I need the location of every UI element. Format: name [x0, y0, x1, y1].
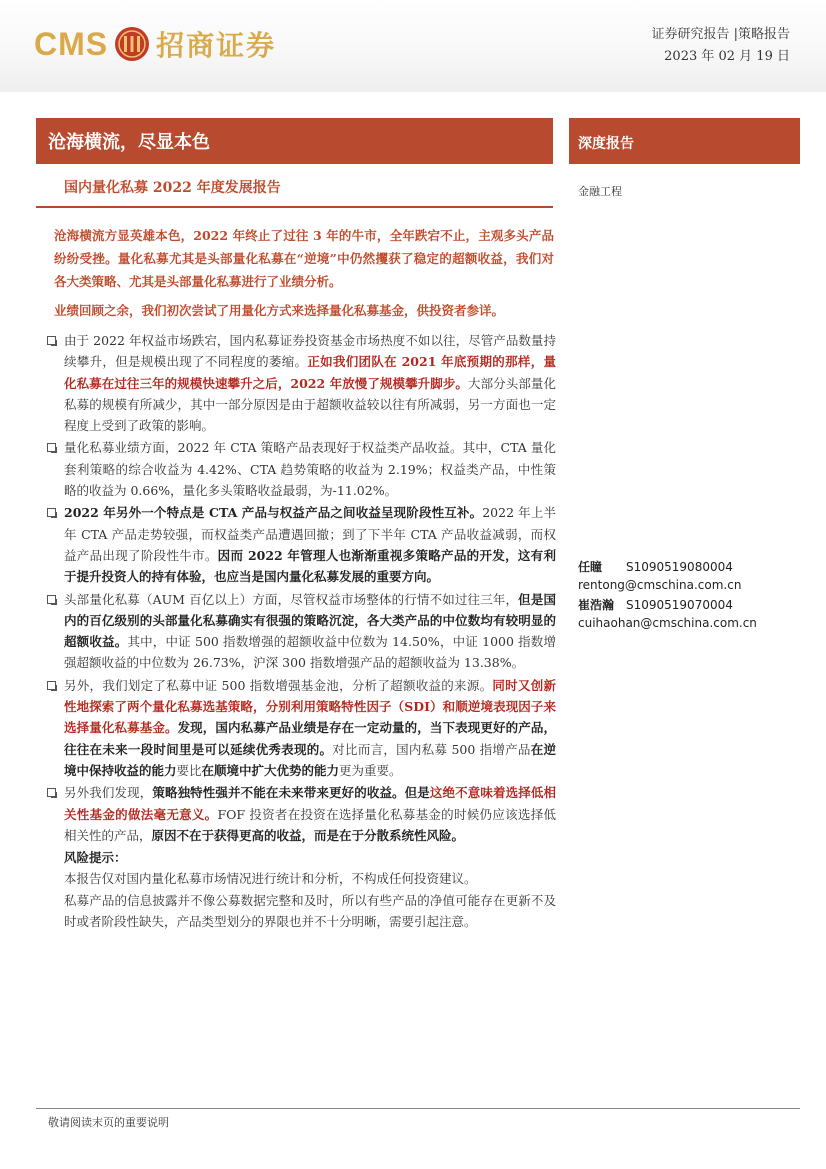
logo-emblem-icon — [114, 26, 150, 62]
bullet-point: 另外我们发现，策略独特性强并不能在未来带来更好的收益。但是这绝不意味着选择低相关性基金的做法毫无意义。FOF 投资者在投资在选择量化私募基金的时候仍应该选择低相关性的产品，原因不在于获得更高的收益，而是在于分散系统性风险。 — [44, 782, 556, 846]
author-name: 任瞳 — [578, 560, 603, 574]
bullet-point: 头部量化私募（AUM 百亿以上）方面，尽管权益市场整体的行情不如过往三年，但是国内的百亿级别的头部量化私募确实有很强的策略沉淀，各大类产品的中位数均有较明显的超额收益。其中，中证 500 指数增强的超额收益中位数为 14.50%，中证 1000 指数增强超额收益的中位数为 26.73%，沪深 300 指数增强产品的超额收益为 13.38%。 — [44, 589, 556, 674]
author-card — [578, 558, 757, 594]
checkbox-bullet-icon — [47, 336, 56, 345]
footer-divider — [36, 1108, 800, 1109]
report-label: 深度报告 — [578, 136, 634, 152]
author-list — [578, 558, 757, 634]
report-category: 金融工程 — [578, 185, 622, 198]
footer-note: 敬请阅读末页的重要说明 — [48, 1116, 169, 1129]
company-logo — [34, 22, 276, 66]
summary — [54, 224, 554, 328]
author-card — [578, 596, 757, 632]
key-points — [44, 330, 556, 932]
logo-text-en: CMS — [34, 25, 109, 62]
author-name: 崔浩瀚 — [578, 598, 615, 612]
checkbox-bullet-icon — [47, 788, 56, 797]
title-divider — [36, 206, 553, 208]
bullet-point: 由于 2022 年权益市场跌宕，国内私募证券投资基金市场热度不如以往，尽管产品数量持续攀升，但是规模出现了不同程度的萎缩。正如我们团队在 2021 年底预期的那样，量化私募在过往三年的规模快速攀升之后，2022 年放慢了规模攀升脚步。大部分头部量化私募的规模有所减少，其中一部分原因是由于超额收益较以往有所减弱，另一方面也一定程度上受到了政策的影响。 — [44, 330, 556, 436]
bullet-point: 量化私募业绩方面，2022 年 CTA 策略产品表现好于权益类产品收益。其中，CTA 量化套利策略的综合收益为 4.42%、CTA 趋势策略的收益为 2.19%；权益类产品，中性策略的收益为 0.66%，量化多头策略收益最弱，为-11.02%。 — [44, 437, 556, 501]
checkbox-bullet-icon — [47, 508, 56, 517]
logo-text-cn: 招商证券 — [156, 29, 277, 62]
risk-section — [44, 847, 556, 932]
page-subtitle: 国内量化私募 2022 年度发展报告 — [64, 180, 281, 196]
risk-line: 私募产品的信息披露并不像公募数据完整和及时，所以有些产品的净值可能存在更新不及时或者阶段性缺失，产品类型划分的界限也并不十分明晰，需要引起注意。 — [64, 892, 556, 930]
author-id: S1090519070004 — [626, 598, 733, 612]
author-email[interactable]: rentong@cmschina.com.cn — [578, 578, 742, 592]
page-title: 沧海横流，尽显本色 — [48, 132, 210, 153]
summary-paragraph: 业绩回顾之余，我们初次尝试了用量化方式来选择量化私募基金，供投资者参详。 — [54, 303, 505, 318]
bullet-point: 2022 年另外一个特点是 CTA 产品与权益产品之间收益呈现阶段性互补。2022 年上半年 CTA 产品走势较强，而权益类产品遭遇回撤；到了下半年 CTA 产品收益减弱，而权益产品出现了阶段性牛市。因而 2022 年管理人也渐渐重视多策略产品的开发，这有利于提升投资人的持有体验，也应当是国内量化私募发展的重要方向。 — [44, 502, 556, 587]
checkbox-bullet-icon — [47, 443, 56, 452]
author-id: S1090519080004 — [626, 560, 733, 574]
summary-paragraph: 沧海横流方显英雄本色，2022 年终止了过往 3 年的牛市，全年跌宕不止，主观多头产品纷纷受挫。量化私募尤其是头部量化私募在“逆境”中仍然攫获了稳定的超额收益，我们对各大类策略、尤其是头部量化私募进行了业绩分析。 — [54, 228, 554, 289]
report-date: 2023 年 02 月 19 日 — [664, 49, 790, 64]
report-type: 证券研究报告 |策略报告 — [651, 27, 790, 42]
header-meta — [651, 24, 790, 68]
risk-line: 本报告仅对国内量化私募市场情况进行统计和分析，不构成任何投资建议。 — [64, 871, 477, 887]
author-email[interactable]: cuihaohan@cmschina.com.cn — [578, 616, 757, 630]
bullet-point: 另外，我们划定了私募中证 500 指数增强基金池，分析了超额收益的来源。同时又创新性地探索了两个量化私募选基策略，分别利用策略特性因子（SDI）和顺逆境表现因子来选择量化私募基金。发现，国内私募产品业绩是存在一定动量的，当下表现更好的产品，往往在未来一段时间里是可以延续优秀表现的。对比而言，国内私募 500 指增产品在逆境中保持收益的能力要比在顺境中扩大优势的能力更为重要。 — [44, 675, 556, 781]
risk-title: 风险提示： — [64, 850, 127, 866]
checkbox-bullet-icon — [47, 681, 56, 690]
checkbox-bullet-icon — [47, 595, 56, 604]
